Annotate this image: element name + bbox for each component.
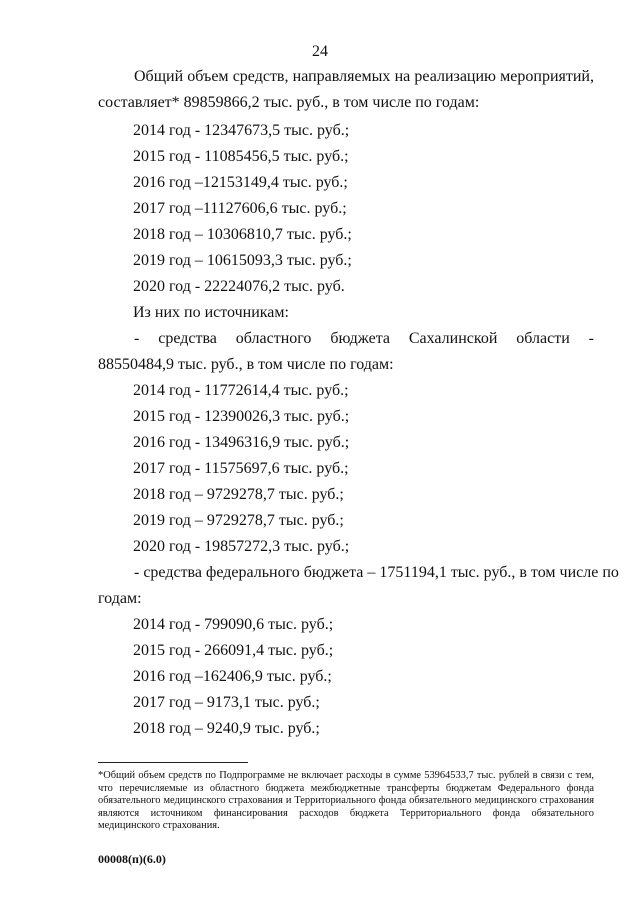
- intro-line-1: Общий объем средств, направляемых на реализацию мероприятий,: [134, 68, 594, 85]
- regional-budget-line-1: - средства областного бюджета Сахалинской области -: [134, 330, 594, 347]
- document-code: 00008(п)(6.0): [98, 852, 166, 866]
- total-year-2014: 2014 год - 12347673,5 тыс. руб.;: [133, 122, 350, 139]
- regional-year-2016: 2016 год - 13496316,9 тыс. руб.;: [133, 434, 350, 451]
- regional-budget-line-2: 88550484,9 тыс. руб., в том числе по годам:: [98, 356, 394, 373]
- footnote: *Общий объем средств по Подпрограмме не включает расходы в сумме 53964533,7 тыс. рублей в связи с тем, что перечисляемые из областного бюджета межбюджетные трансферты бюджетам Федерального фонда обязательного медицинского страхования и Территориального фонда обязательного медицинского страхования являются источником финансирования расходов бюджета Территориального фонда обязательного медицинского страхования.: [98, 770, 594, 831]
- federal-budget-line-1: - средства федерального бюджета – 1751194,1 тыс. руб., в том числе по: [134, 564, 619, 581]
- regional-year-2017: 2017 год - 11575697,6 тыс. руб.;: [133, 460, 349, 477]
- footnote-divider: [98, 762, 248, 763]
- federal-year-2016: 2016 год –162406,9 тыс. руб.;: [133, 668, 332, 685]
- federal-year-2017: 2017 год – 9173,1 тыс. руб.;: [133, 694, 320, 711]
- regional-year-2018: 2018 год – 9729278,7 тыс. руб.;: [133, 486, 344, 503]
- federal-year-2014: 2014 год - 799090,6 тыс. руб.;: [133, 616, 334, 633]
- federal-budget-line-2: годам:: [98, 590, 142, 607]
- total-year-2019: 2019 год – 10615093,3 тыс. руб.;: [133, 252, 352, 269]
- total-year-2016: 2016 год –12153149,4 тыс. руб.;: [133, 174, 348, 191]
- total-year-2018: 2018 год – 10306810,7 тыс. руб.;: [133, 226, 352, 243]
- regional-year-2015: 2015 год - 12390026,3 тыс. руб.;: [133, 408, 350, 425]
- sources-heading: Из них по источникам:: [133, 304, 289, 321]
- intro-paragraph: [98, 64, 594, 116]
- total-year-2015: 2015 год - 11085456,5 тыс. руб.;: [133, 148, 349, 165]
- federal-year-2018: 2018 год – 9240,9 тыс. руб.;: [133, 720, 320, 737]
- total-year-2020: 2020 год - 22224076,2 тыс. руб.: [133, 278, 345, 295]
- regional-year-2020: 2020 год - 19857272,3 тыс. руб.;: [133, 538, 350, 555]
- regional-year-2019: 2019 год – 9729278,7 тыс. руб.;: [133, 512, 344, 529]
- total-year-2017: 2017 год –11127606,6 тыс. руб.;: [133, 200, 347, 217]
- page-number: 24: [312, 43, 328, 60]
- regional-year-2014: 2014 год - 11772614,4 тыс. руб.;: [133, 382, 349, 399]
- intro-line-2: составляет* 89859866,2 тыс. руб., в том числе по годам:: [98, 94, 480, 111]
- federal-year-2015: 2015 год - 266091,4 тыс. руб.;: [133, 642, 334, 659]
